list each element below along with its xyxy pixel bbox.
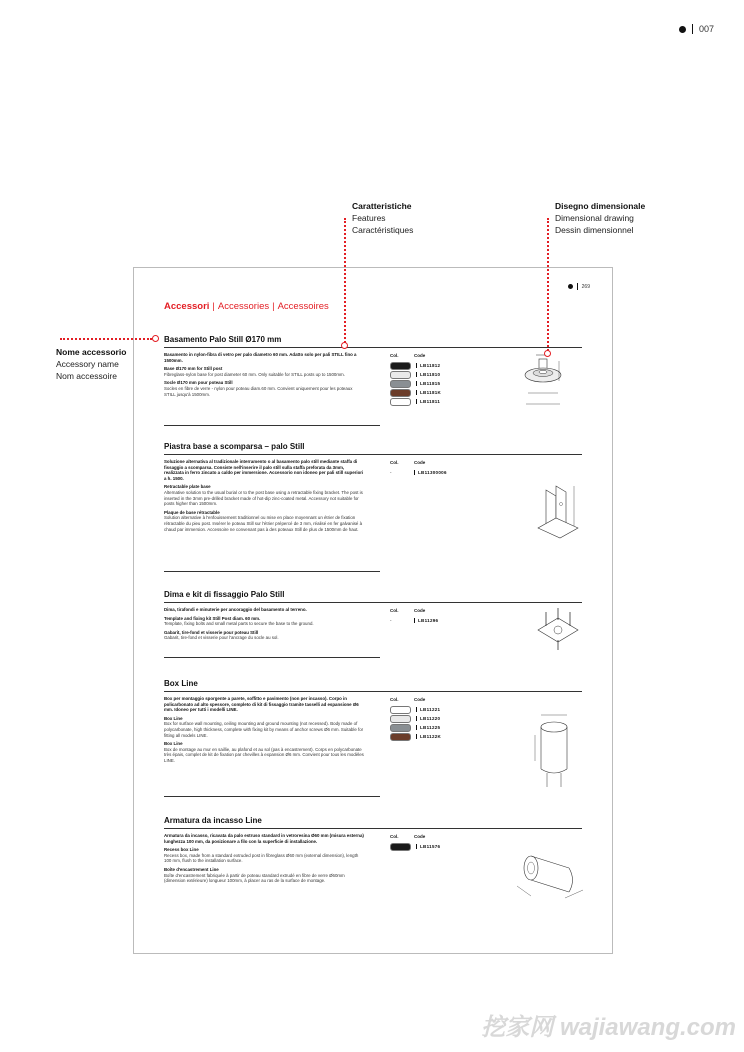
section-title: Armatura da incasso Line [164, 816, 582, 829]
code-row [390, 616, 450, 625]
section-description: Dima, tirafondi e minuterie per ancoraggio del basamento al terreno. Template and fixing kit Still Post diam. 60 mm. Template, fixing bolts and small metal parts to secure the base to the ground. Gabarit, tire-fond et visserie pour poteau Still Gabarit, tire-fond et visserie pour l'ancrage du socle au sol. [164, 607, 314, 641]
code-list: Col. Code - LB11300006 [390, 460, 450, 477]
color-swatch [390, 371, 411, 379]
code-row [390, 468, 450, 477]
section-title: Basamento Palo Still Ø170 mm [164, 335, 582, 348]
code-row [390, 842, 450, 851]
code-list: Col. Code LB11221 LB11220 LB11225 LB1122K [390, 697, 450, 741]
leader-ring [341, 342, 348, 349]
section-description: Basamento in nylon-fibra di vetro per palo diametro 60 mm. Adatto solo per pali STILL fino a 1500mm. Base Ø170 mm for Still post Fibreglass-nylon base for post diameter 60 mm. Only suitable for STILL posts up to 1500mm. Socle Ø170 mm pour poteau Still Socles en fibre de verre - nylon pour poteau diam.60 mm. Convient uniquement pour les poteaux STILL jusqu'à 1500mm. [164, 352, 357, 397]
product-code: LB11220 [416, 716, 440, 721]
product-code: LB11296 [414, 618, 438, 623]
section-plate [164, 442, 582, 572]
bullet-icon [679, 26, 686, 33]
plate-drawing [534, 480, 594, 550]
box-line-drawing [529, 699, 589, 794]
code-row [390, 714, 450, 723]
color-swatch [390, 380, 411, 388]
product-code: LB11812 [416, 363, 440, 368]
section-recess-box [164, 816, 582, 926]
product-code: LB11815 [416, 381, 440, 386]
section-template-kit [164, 590, 582, 660]
code-list: Col. Code - LB11296 [390, 608, 450, 625]
product-code: LB11811 [416, 399, 440, 404]
section-title: Box Line [164, 679, 582, 692]
product-code: LB11810 [416, 372, 440, 377]
watermark: 挖家网 wajiawang.com [481, 1014, 736, 1041]
code-list: Col. Code LB11812 LB11810 LB11815 LB1181K LB11811 [390, 353, 450, 406]
bullet-icon [568, 284, 573, 289]
code-list: Col. Code LB11576 [390, 834, 450, 851]
legend-name: Nome accessorio Accessory name Nom accessoire [56, 347, 127, 381]
page-number: 007 [679, 24, 714, 34]
leader-ring [152, 335, 159, 342]
product-code: LB11300006 [414, 470, 447, 475]
code-row [390, 370, 450, 379]
product-code: LB1181K [416, 390, 441, 395]
code-row [390, 388, 450, 397]
no-color-dash: - [390, 470, 392, 475]
color-swatch [390, 362, 411, 370]
accessories-title: Accessori | Accessories | Accessoires [164, 301, 329, 312]
section-title: Dima e kit di fissaggio Palo Still [164, 590, 582, 603]
color-swatch [390, 715, 411, 723]
code-row [390, 705, 450, 714]
color-swatch [390, 724, 411, 732]
color-swatch [390, 843, 411, 851]
template-drawing [534, 604, 584, 654]
code-row [390, 723, 450, 732]
product-code: LB11221 [416, 707, 440, 712]
product-code: LB1122K [416, 734, 441, 739]
catalog-page [133, 267, 613, 954]
section-description: Box per montaggio sporgente a parete, soffitto e pavimento (non per incasso). Corpo in policarbonato ad alto spessore, completo di kit di fissaggio tramite tasselli ad espansione Ø6 mm. Idoneo per tutti i modelli LINE. Box Line Box for surface wall mounting, ceiling mounting and ground mounting (not recessed). Body made of polycarbonate, high thickness, complete with fixing kit by means of anchor screws Ø6 mm. Suitable for fitting all models LINE. Box Line Box de montage au mur en saillie, au plafond et au sol (pas à encastrement). Corps en polycarbonate très épais, complet de kit de fixation par chevilles à expansion Ø6 mm. Convient pour tous les modèles LINE. [164, 696, 364, 763]
section-description: Soluzione alternativa al tradizionale interramento o al basamento palo still mediante staffa di fissaggio a scomparsa. Consiste nell'inserire il palo still sulla staffa preforata da 3mm, realizzata in ferro zincato a caldo per immersione. Accessorio non idoneo per pali still superiori a h. 1500. Retractable plate base Alternative solution to the usual burial or to the post base using a retractable fixing bracket. The post is inserted in the 3mm pre-drilled bracket made of hot-dip zinc-coated metal. Accessory not suitable for posts higher than 1500mm. Plaque de base rétractable Solution alternative à l'enfouissement traditionnel ou mise en place moyennant un étrier de fixation rétractable du pieu post. Insérer le poteau Still sur l'étrier prépercé de 3 mm, réalisé en fer galvanisé à chaud par immersion. Accessoire ne convenant pas à des poteaux Still de plus de 1500mm de haut. [164, 459, 364, 532]
section-base [164, 335, 582, 430]
color-swatch [390, 733, 411, 741]
recess-box-drawing [509, 846, 589, 906]
base-drawing [514, 347, 584, 422]
no-color-dash: - [390, 618, 392, 623]
section-box-line [164, 679, 582, 799]
product-code: LB11225 [416, 725, 440, 730]
code-row [390, 379, 450, 388]
legend-drawing: Disegno dimensionale Dimensional drawing Dessin dimensionnel [555, 201, 646, 235]
color-swatch [390, 398, 411, 406]
code-row [390, 732, 450, 741]
sheet-page-number: 269 [568, 283, 590, 290]
legend-features: Caratteristiche Features Caractéristiques [352, 201, 414, 235]
section-title: Piastra base a scomparsa – palo Still [164, 442, 582, 455]
color-swatch [390, 706, 411, 714]
code-row [390, 397, 450, 406]
leader-ring [544, 350, 551, 357]
product-code: LB11576 [416, 844, 440, 849]
color-swatch [390, 389, 411, 397]
section-description: Armatura da incasso, ricavata da palo estruso standard in vetroresina Ø60 mm (misura esterna) lunghezza 100 mm, da posizionare a filo con la superficie di installazione. Recess box Line Recess box, made from a standard extruded post in fibreglass Ø60 mm (external dimension), length 100 mm, flush to the installation surface. Boîte d'encastrement Line Boîte d'encastrement fabriquée à partir de poteau standard extrudé en fibre de verre Ø60mm (dimension extérieure) longueur 100mm, à placer au ras de la surface de montage. [164, 833, 364, 884]
code-row [390, 361, 450, 370]
